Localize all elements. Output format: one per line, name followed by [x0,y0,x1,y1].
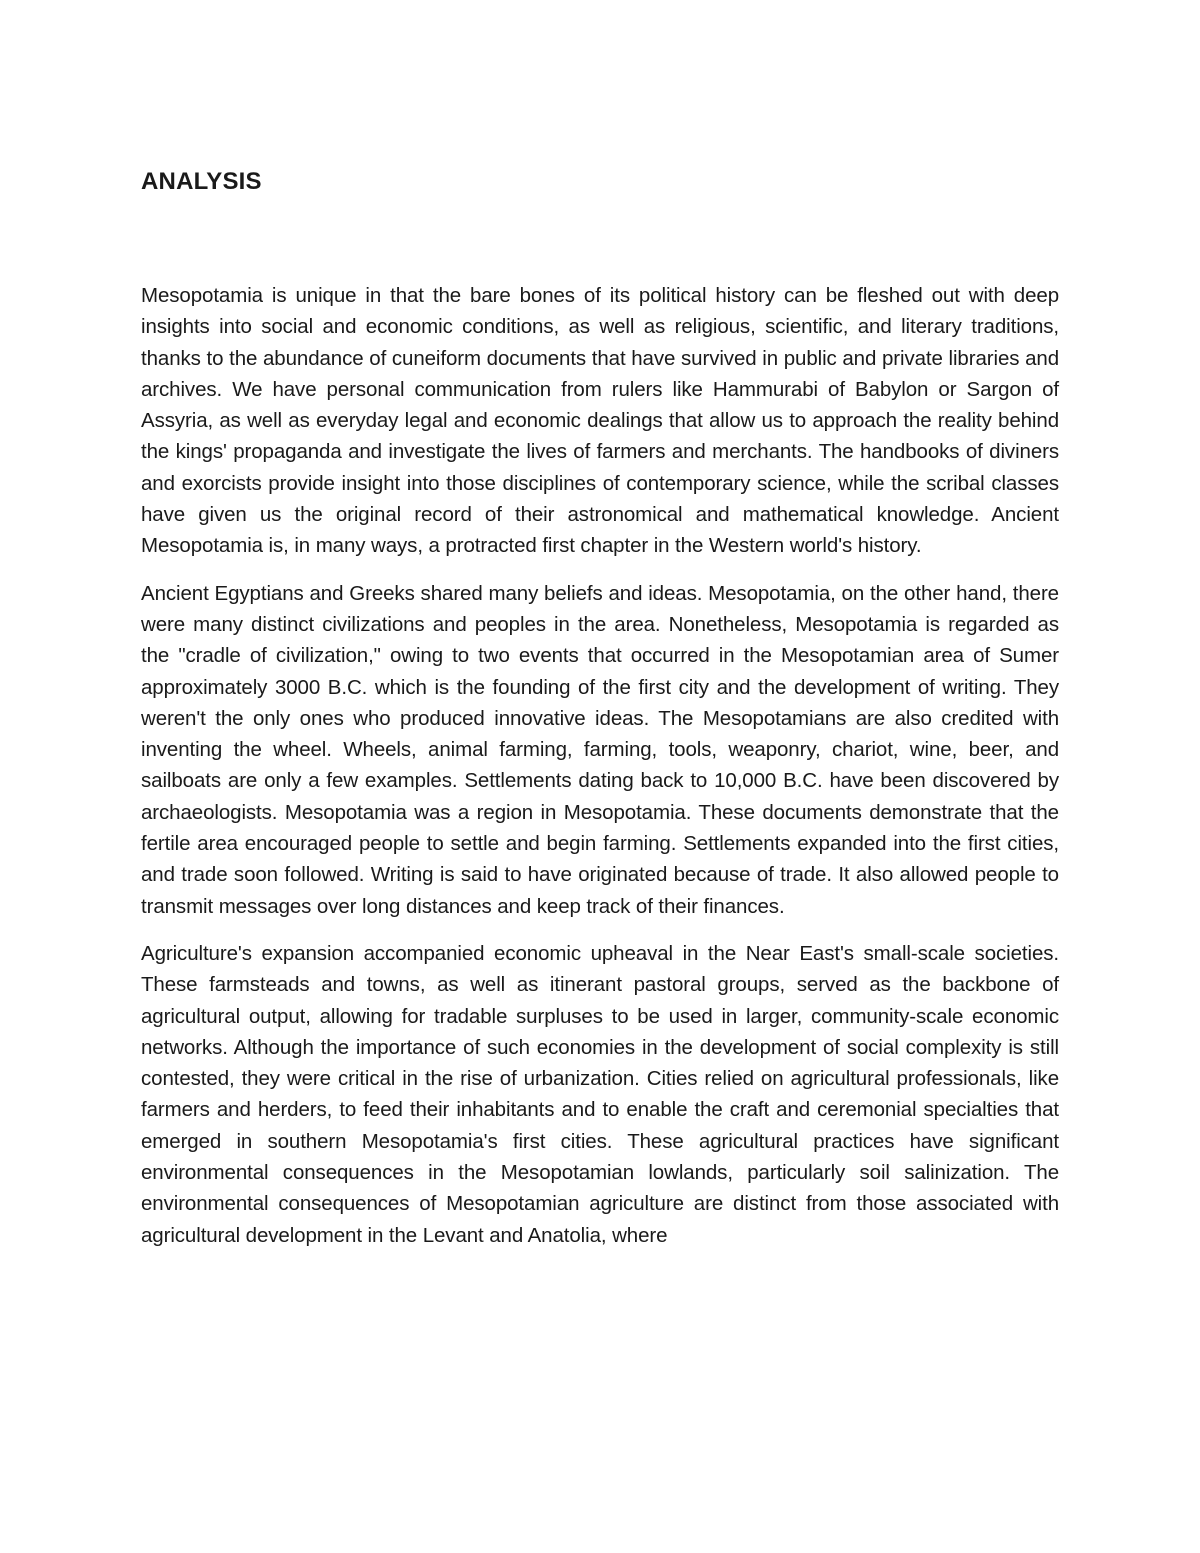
document-body [141,280,1059,1267]
document-page [141,166,1059,1247]
paragraph-1: Mesopotamia is unique in that the bare bones of its political history can be fleshed out with deep insights into social and economic conditions, as well as religious, scientific, and literary traditions, thanks to the abundance of cuneiform documents that have survived in public and private libraries and archives. We have personal communication from rulers like Hammurabi of Babylon or Sargon of Assyria, as well as everyday legal and economic dealings that allow us to approach the reality behind the kings' propaganda and investigate the lives of farmers and merchants. The handbooks of diviners and exorcists provide insight into those disciplines of contemporary science, while the scribal classes have given us the original record of their astronomical and mathematical knowledge. Ancient Mesopotamia is, in many ways, a protracted first chapter in the Western world's history. [141,284,1059,558]
paragraph-2: Ancient Egyptians and Greeks shared many beliefs and ideas. Mesopotamia, on the other hand, there were many distinct civilizations and peoples in the area. Nonetheless, Mesopotamia is regarded as the "cradle of civilization," owing to two events that occurred in the Mesopotamian area of Sumer approximately 3000 B.C. which is the founding of the first city and the development of writing. They weren't the only ones who produced innovative ideas. The Mesopotamians are also credited with inventing the wheel. Wheels, animal farming, farming, tools, weaponry, chariot, wine, beer, and sailboats are only a few examples. Settlements dating back to 10,000 B.C. have been discovered by archaeologists. Mesopotamia was a region in Mesopotamia. These documents demonstrate that the fertile area encouraged people to settle and begin farming. Settlements expanded into the first cities, and trade soon followed. Writing is said to have originated because of trade. It also allowed people to transmit messages over long distances and keep track of their finances. [141,581,1059,918]
page-title: ANALYSIS [141,168,262,195]
paragraph-3: Agriculture's expansion accompanied economic upheaval in the Near East's small-scale societies. These farmsteads and towns, as well as itinerant pastoral groups, served as the backbone of agricultural output, allowing for tradable surpluses to be used in larger, community-scale economic networks. Although the importance of such economies in the development of social complexity is still contested, they were critical in the rise of urbanization. Cities relied on agricultural professionals, like farmers and herders, to feed their inhabitants and to enable the craft and ceremonial specialties that emerged in southern Mesopotamia's first cities. These agricultural practices have significant environmental consequences in the Mesopotamian lowlands, particularly soil salinization. The environmental consequences of Mesopotamian agriculture are distinct from those associated with agricultural development in the Levant and Anatolia, where [141,941,1059,1247]
